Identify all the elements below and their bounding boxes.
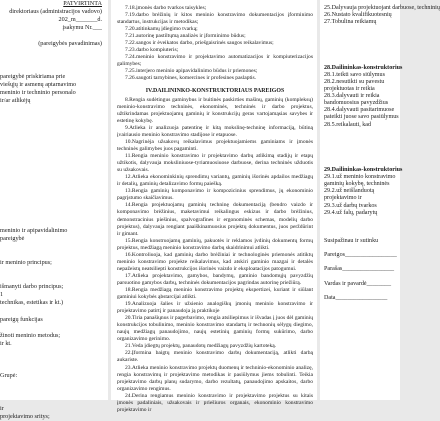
requirement-item: 7.21.autorinę pastiltųmą analizės ir įforminimo būdus;	[125, 33, 246, 40]
duties-list	[117, 97, 313, 414]
requirement-item: 7.18.įmonės darbo tvarkos taisykles;	[125, 5, 207, 11]
left-text-line: ir kt.	[0, 339, 12, 347]
right-text-line	[324, 129, 400, 136]
left-text-line	[0, 251, 102, 259]
right-text-line	[324, 33, 400, 40]
left-text-line: žinoti meninio metodus;	[0, 331, 61, 339]
left-text-line	[0, 162, 102, 170]
duty-paragraph: 20.Tiria panašiųnus ir pagerbavimo, rengia atsiliepimus ir išvadas į juos dėl gaminių konstrukcijos tobulinimo, meninio konstravimo standartų ir technonių sėlygų diegimo, naujų medžiagų panaudojimo, naujų estetinių gaminių formų sukūrimo, darbo organizavimo gerinimo.	[117, 315, 313, 343]
right-text-line: 28.2.nesutikti su pavestu	[324, 78, 385, 85]
right-text-line: pateikti juose savo pasiūlymus	[324, 114, 399, 121]
left-text-line	[0, 130, 102, 138]
right-text-line	[324, 136, 400, 143]
right-text-line: Vardas ir pavardė________	[324, 280, 392, 287]
left-page-fragment	[0, 0, 108, 420]
right-text-line: projektuotas ir reikia	[324, 86, 375, 93]
right-text-line	[324, 26, 400, 33]
left-text-line	[0, 178, 102, 186]
left-text-line	[0, 154, 102, 162]
right-text-line	[324, 224, 400, 231]
right-text-line	[324, 150, 400, 157]
duty-paragraph: 12.Atlieka ekonominkinių sprendimų variantų, gaminių išorinės apdailos medžiagų ir detalių, gaminių detalizavimo formų paiešką.	[117, 174, 313, 188]
left-text-line: technikas, estetikas ir kt.)	[0, 299, 64, 307]
right-text-line: Pareigos_________________	[324, 252, 397, 259]
duty-paragraph: 15.Rengia konstruojamų gaminių, pakuotės ir reklamos įvdinių dokumentų formų projektus, medžiagą meninio konstravimo darbų skaidrinimui atlikti.	[117, 237, 313, 251]
duty-paragraph: 10.Nagrinėja užsakovų reikalavimus projektuojamiems gaminiams ir įmonės techninės galimybes juos pagaminti.	[117, 139, 313, 153]
left-text-line	[0, 243, 102, 251]
right-text-line	[324, 157, 400, 164]
duty-paragraph: 8.Rengia sudėtingus gaminybus ir buitinės paskirties mašinų, gaminių (kompleksų) meninio-konstravimo techninės, ekonominės, techninės ir darbo projektus, užtikrindamas projektuojamų gaminių ir konstrukcijų geras vartojamąsias savybes ir estetinę kokybę.	[117, 96, 313, 124]
right-text-line: gaminių kokybę, techninės	[324, 181, 390, 188]
left-text-line: ir/ar atlikėjų	[0, 97, 31, 105]
right-text-line: 29.Dailininkas-konstruktorius	[324, 167, 403, 174]
right-text-line	[324, 40, 400, 47]
left-text-line	[0, 186, 102, 194]
right-text-line	[324, 273, 400, 280]
requirement-item: 7.22.sangos ir ėveikatos darbo, priešgaisrinės saugos reikalavimus;	[125, 40, 274, 47]
right-text-line: Data_________________	[324, 294, 388, 301]
duty-paragraph: 16.Kontroliuoja, kad gaminių darbo brėžiniai ir technologinės priemonės atitiktų meninio konstravimo projekte reikalavimus, kad atskiri gaminio mazgai ir detalės nepažeistų neatsiliepti konstrukcijos išorinės vaizdo ir eksploatacijos patogumui.	[117, 251, 313, 272]
duty-paragraph: 13.Rengia gaminių komponavimo ir kompozicinius sprendimus, jų ekonominio pagrįstumo skaičiavimus.	[117, 188, 313, 202]
left-text-line: Grupė:	[0, 372, 18, 380]
right-text-line: 28.3.dalyvauti ir reikia	[324, 93, 380, 100]
left-text-line	[0, 121, 102, 129]
left-text-line: išmanyti darbo principus;	[0, 283, 64, 291]
requirements-list	[117, 5, 313, 83]
left-text-line: įsakymu Nr.___	[62, 24, 102, 32]
left-text-line	[0, 389, 102, 397]
left-text-line	[0, 202, 102, 210]
left-text-line	[0, 138, 102, 146]
left-text-line: ir meninio principus;	[0, 259, 52, 266]
right-text-line: 28.Dailininkas-konstruktorius	[324, 64, 403, 71]
right-text-line: projektavimo ir	[324, 195, 362, 202]
right-text-line	[324, 231, 400, 238]
right-text-line: 28.4.dalyvauti pasitarimuose	[324, 107, 395, 114]
right-text-line	[324, 48, 400, 55]
right-text-line	[324, 143, 400, 150]
duty-paragraph: 19.Analizuoja šalies ir užsienio analogiškų įmonių meninio konstravimo ir projektavimo patirtį ir panaudoja ją praktikoje	[117, 301, 313, 315]
right-text-line: 29.1.už meninio konstravimo	[324, 174, 396, 181]
right-text-line: Parašas_________________	[324, 266, 395, 273]
left-text-line: projektavimo sritys;	[0, 412, 50, 420]
left-text-line: (pareigybės pavadinimas)	[38, 40, 102, 48]
right-text-line: 26.Nustato kvalifikuotesnių	[324, 12, 392, 19]
duty-paragraph: 14.Rengia projektuojamų gaminių techninę dokumentaciją (bendro vaizdo ir komponavimo brėžinius, maketavimui reikalingus eskizus ir darbo brėžinius, demonstracinius piešinius, spalvografines ir ergonominės schemas, modelių darbo projektus), dalyvauja rengiant paaiškinamuosius projektų dokumentus, juos perždūrint ir gimant.	[117, 202, 313, 237]
duty-paragraph: 11.Rengia meninio konstravimo ir projektavimo darbų atlikimą stadijų ir etapų užtikotis, dalyvauja moksliniuose-tyriamuosiuose darbuose, derina techninės užduotis su užsakovais.	[117, 153, 313, 174]
duty-paragraph: 18.Rengia medžiagą meninio konstravimo projektų ekspertizei, kuriant ir siūlant gaminiui kokybės ąbstarcijai atlikti.	[117, 286, 313, 301]
duty-paragraph: 23.Atlieka meninio konstravimo projektų duomenų ir techninio-ekonominio analizę, rengia konstravimų ir projektavimo metodikas ir pasiūlymus jiems tobulinti. Teikia projektavimo darbų planų sudarymo, darbo rezultatų, panaudojimo apskaitos, darbo organizavimo rengimus.	[117, 364, 313, 392]
left-text-line	[0, 65, 102, 73]
right-text-line	[324, 259, 400, 266]
left-text-line	[0, 146, 102, 154]
duty-paragraph: 9.Atlieka ir analizuoja patentinę ir kitą mokslinę-techninę informaciją, būtiną įvairiausio meninio konstravimo stadijose ir etapuose.	[117, 124, 313, 138]
right-text-line: Susipažinau ir sutinku	[324, 238, 379, 244]
right-text-line	[324, 217, 400, 224]
left-text-line: pareigų funkcijas	[0, 315, 43, 323]
left-text-line	[0, 194, 102, 202]
section-heading: IV.DAILININKO-KONSTRUKTORIAUS PAREIGOS	[145, 87, 285, 94]
requirement-item: 7.23.darbo kompiuteris;	[125, 47, 179, 54]
left-text-line	[0, 210, 102, 218]
right-text-line: 29.4.už falų, padarytų	[324, 209, 378, 216]
duty-paragraph: 22.Įformina baigtų meninio konstravimo darbų dokumentaciją, atlikti darbą aukariste.	[117, 350, 313, 364]
requirement-item: 7.25.interjero meninio apipavidalinimo būdus ir priemones;	[125, 68, 258, 75]
right-text-line: 29.3.už darbų tvarkos	[324, 202, 377, 209]
right-text-line: 27.Tobulina reikiamų	[324, 19, 377, 26]
left-text-line	[0, 364, 102, 372]
requirement-item: 7.19.darbo brėžinių ir kitos meninio konstravimo dokumentacijos įforminimo standartus, instrukcijas ir metodikas;	[117, 12, 313, 26]
left-text-line	[0, 113, 102, 121]
right-text-line: bandomuosius pavyzdžius	[324, 100, 389, 107]
requirement-item: 7.24.meninio konstravimo ir projektavimo automatizacijos ir kompiuterizacijos galimybes;	[117, 54, 313, 68]
left-text-line: PATVIRTINTA	[63, 0, 102, 7]
left-text-line	[0, 105, 102, 113]
duty-paragraph: 21.Veda įdiegtų projektų, panaudotų medžiagų pavyzdžių kartoteką.	[125, 343, 277, 350]
left-text-line: pareigybė	[0, 234, 25, 242]
left-text-line: 1	[0, 291, 4, 299]
left-text-line	[0, 356, 102, 364]
right-text-line	[324, 288, 400, 295]
right-text-line	[324, 55, 400, 62]
right-page-fragment	[320, 0, 440, 400]
requirement-item: 7.26.saugoti tarnybines, komercines ir profesines paslaptis.	[125, 75, 257, 82]
duty-paragraph: 24.Derina rengiamus meninio konstravimo ir projektavimo projektus su kitais įmonės padaliniais, užsakovais ir priešiuros organais, ekonominio konstravimo projektavimo ir	[117, 392, 313, 413]
right-page-text	[320, 0, 440, 302]
left-text-line	[0, 348, 102, 356]
left-text-line	[0, 170, 102, 178]
left-text-line	[0, 275, 102, 283]
right-text-line: 28.5.reikalauti, kad	[324, 121, 372, 128]
left-text-line: ir	[0, 404, 4, 412]
left-page-text	[0, 0, 102, 421]
left-text-line	[0, 324, 102, 332]
left-text-line: pareigybė priskiriama prie	[0, 72, 66, 80]
main-page	[111, 0, 317, 413]
left-text-line	[0, 267, 102, 275]
left-text-line	[0, 308, 102, 316]
left-text-line: 202_m_______d.	[58, 16, 102, 24]
right-text-line: 28.1.teikti savo siūlymus	[324, 71, 385, 78]
requirement-item: 7.20.atitinkamų įdiegimo tvarką;	[125, 26, 198, 33]
left-text-line	[0, 57, 102, 65]
left-text-line: viešųjų ir asmenų aptarnavimo	[0, 80, 77, 88]
left-text-line	[0, 380, 102, 388]
left-text-line	[0, 49, 102, 57]
left-text-line: meninio ir apipavidalinimo	[0, 226, 68, 234]
left-text-line: meninio ir techninio personalo	[0, 89, 76, 97]
left-text-line: direktoriaus (administracijos vadovo)	[9, 8, 102, 16]
left-text-line	[0, 32, 102, 40]
right-text-line: 29.2.už neišlanduotą	[324, 188, 375, 195]
duty-paragraph: 17.Atlieka projektavimo, gamybos, bandymų, gaminio bandomųjų pavyzdžių parsuotino gamybos darbų, techninės dokumentacijos pagrindas autorinę priežiūrą.	[117, 272, 313, 286]
left-text-line	[0, 219, 102, 227]
left-text-line	[0, 397, 102, 405]
right-text-line	[324, 245, 400, 252]
right-text-line: 25.Dalyvauja projektuojant darbuose, techninių	[324, 5, 440, 11]
